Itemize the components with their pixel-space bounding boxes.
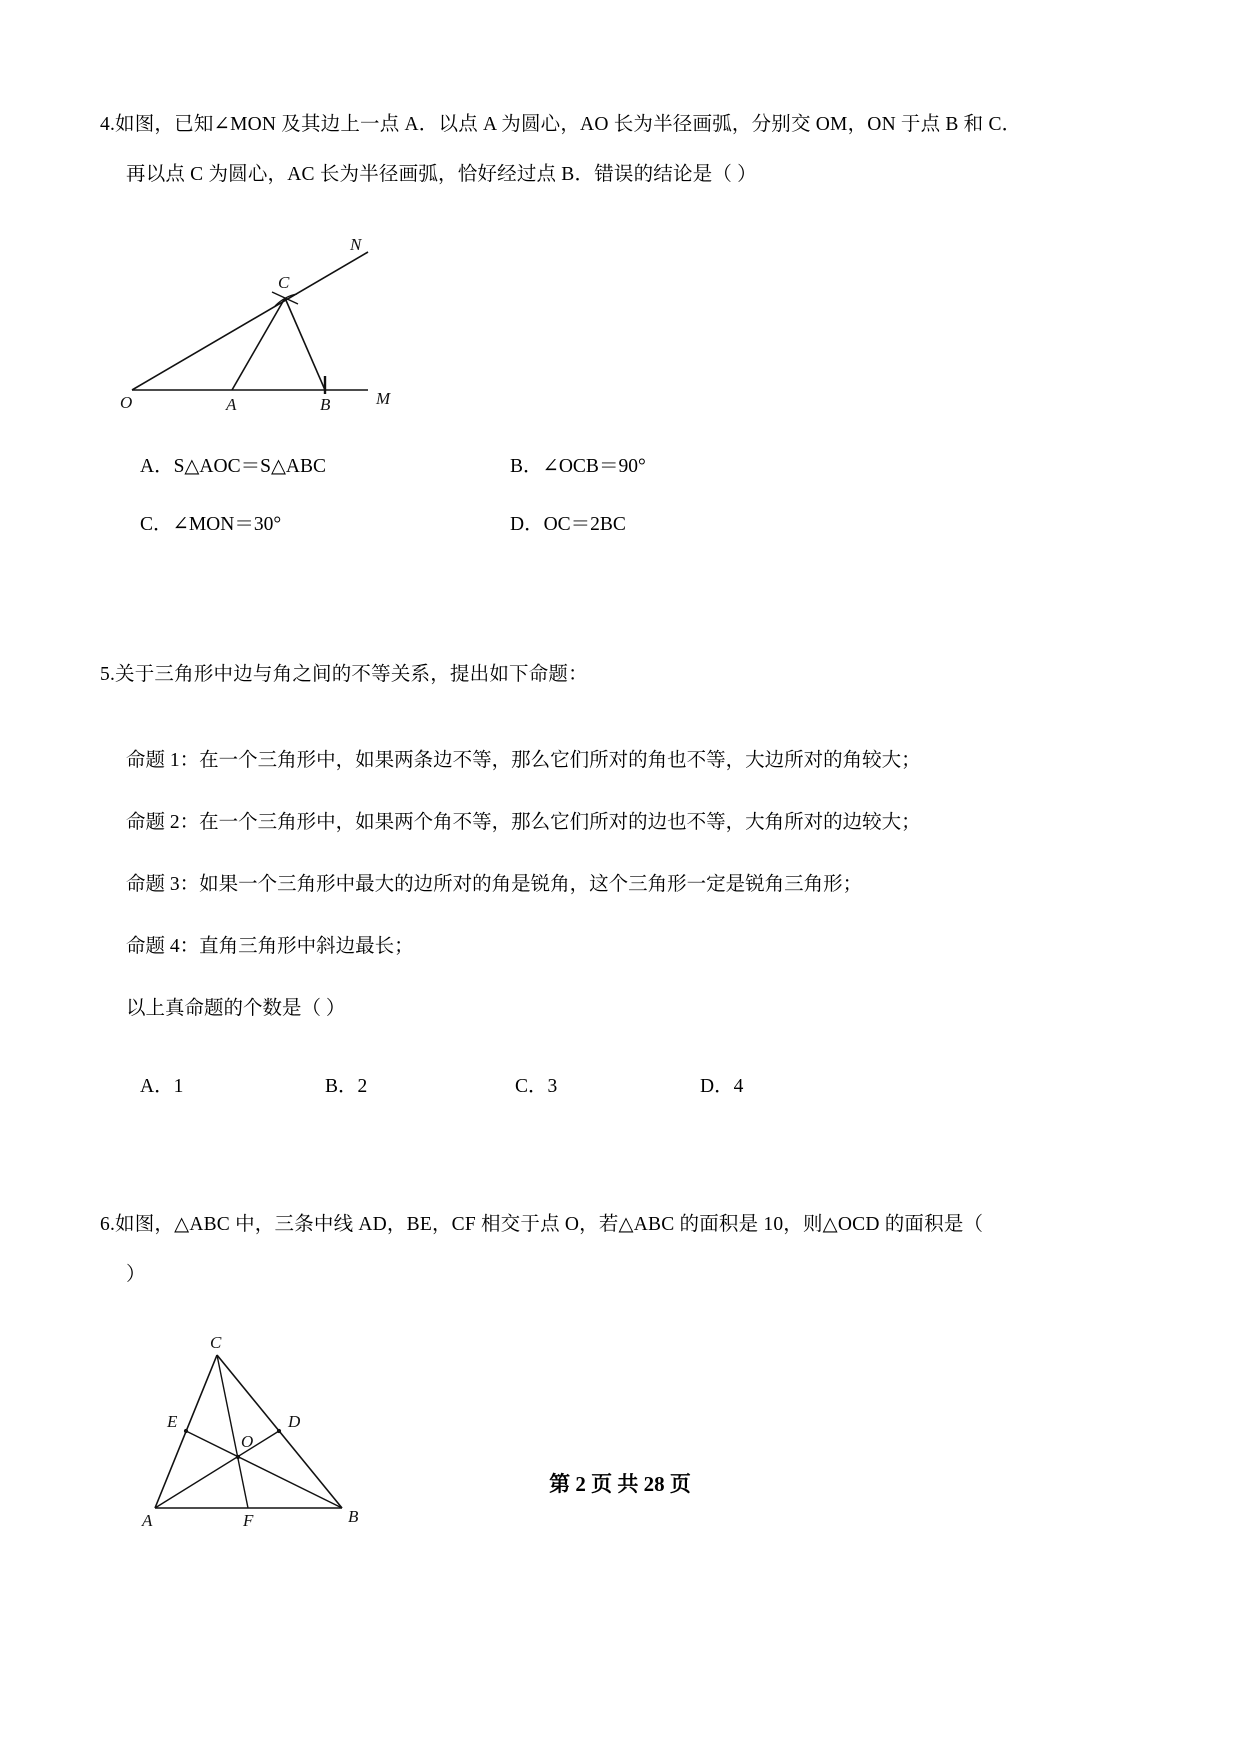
question-5-line-1: 5.关于三角形中边与角之间的不等关系，提出如下命题： <box>100 664 588 685</box>
label-m: M <box>376 389 391 408</box>
question-5-options-row <box>100 1070 1150 1116</box>
question-6-line-2: ） <box>126 1264 146 1285</box>
label-e: E <box>167 1412 178 1431</box>
question-5 <box>100 650 1150 1116</box>
label-d: D <box>288 1412 301 1431</box>
option-5-d[interactable]: D．4 <box>700 1076 744 1097</box>
label-o: O <box>120 393 133 412</box>
triangle-medians-figure <box>110 1330 410 1530</box>
label-c: C <box>278 273 290 292</box>
label-c: C <box>210 1333 222 1352</box>
label-b: B <box>348 1507 359 1526</box>
label-b: B <box>320 395 331 414</box>
question-4-line-1: 4.如图，已知∠MON 及其边上一点 A．以点 A 为圆心，AO 长为半径画弧，分别交 OM，ON 于点 B 和 C． <box>100 114 1022 135</box>
question-5-ask: 以上真命题的个数是（ ） <box>126 998 346 1019</box>
question-4-figure <box>110 230 1150 420</box>
label-o: O <box>241 1432 254 1451</box>
point-d <box>277 1429 281 1433</box>
question-5-proposition-2: 命题 2：在一个三角形中，如果两个角不等，那么它们所对的边也不等，大角所对的边较大； <box>126 812 921 833</box>
footer-text: 第 2 页 共 28 页 <box>549 1472 691 1496</box>
question-4-options-row-1 <box>100 450 1150 508</box>
page-content <box>100 100 1150 1535</box>
question-4 <box>100 100 1150 566</box>
option-4-a[interactable]: A．S△AOC＝S△ABC <box>140 456 327 477</box>
question-6-figure <box>110 1330 1150 1535</box>
option-5-a[interactable]: A．1 <box>140 1076 184 1097</box>
option-4-d[interactable]: D．OC＝2BC <box>510 514 626 535</box>
segment-ac <box>232 298 285 390</box>
page-footer <box>0 1468 1240 1498</box>
label-n: N <box>350 235 362 254</box>
segment-cb <box>285 298 325 390</box>
label-f: F <box>243 1511 254 1530</box>
option-5-b[interactable]: B．2 <box>325 1076 368 1097</box>
option-5-c[interactable]: C．3 <box>515 1076 558 1097</box>
question-4-options-row-2 <box>100 508 1150 566</box>
label-a: A <box>226 395 237 414</box>
ray-on <box>132 252 368 390</box>
point-e <box>184 1429 188 1433</box>
angle-mon-arc-figure <box>110 230 430 415</box>
question-5-proposition-4: 命题 4：直角三角形中斜边最长； <box>126 936 414 957</box>
question-5-proposition-3: 命题 3：如果一个三角形中最大的边所对的角是锐角，这个三角形一定是锐角三角形； <box>126 874 863 895</box>
label-a: A <box>142 1511 153 1530</box>
question-5-proposition-1: 命题 1：在一个三角形中，如果两条边不等，那么它们所对的角也不等，大边所对的角较大； <box>126 750 921 771</box>
option-4-c[interactable]: C．∠MON＝30° <box>140 514 282 535</box>
point-o <box>236 1455 240 1459</box>
question-4-line-2: 再以点 C 为圆心，AC 长为半径画弧，恰好经过点 B．错误的结论是（ ） <box>126 164 757 185</box>
question-6-line-1: 6.如图，△ABC 中，三条中线 AD，BE，CF 相交于点 O，若△ABC 的面积是 10，则△OCD 的面积是（ <box>100 1214 984 1235</box>
option-4-b[interactable]: B．∠OCB＝90° <box>510 456 646 477</box>
